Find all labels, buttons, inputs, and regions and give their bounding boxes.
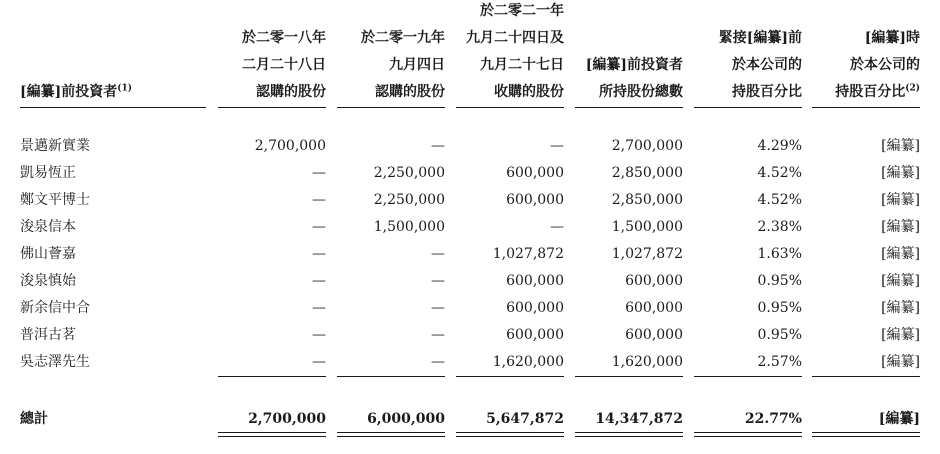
- subtotal-rule: [575, 376, 683, 377]
- header-subscribed-2018: 於二零一八年 二月二十八日 認購的股份: [218, 0, 326, 108]
- total-2018: 2,700,000: [248, 411, 326, 427]
- cell-pct-before: 4.29%: [757, 138, 802, 154]
- subtotal-rule: [218, 376, 326, 377]
- cell-subscribed-2019: 2,250,000: [373, 192, 445, 208]
- subtotal-rule: [694, 376, 802, 377]
- cell-pct-before: 2.38%: [757, 219, 802, 235]
- investor-name: 鄭文平博士: [20, 192, 90, 208]
- header-pct-before: 緊接[編纂]前 於本公司的 持股百分比: [694, 0, 802, 108]
- cell-pct-before: 0.95%: [757, 273, 802, 289]
- cell-total-shares: 2,850,000: [611, 192, 683, 208]
- investor-name: 吳志澤先生: [20, 354, 90, 370]
- header-investor-label: [編纂]前投資者: [20, 84, 118, 100]
- total-double-rule: [337, 432, 445, 437]
- cell-pct-at: [編纂]: [881, 192, 920, 208]
- investor-name: 新余信中合: [20, 300, 90, 316]
- cell-pct-at: [編纂]: [881, 165, 920, 181]
- cell-acquired-2021: 600,000: [506, 273, 564, 289]
- cell-subscribed-2019: —: [431, 354, 445, 370]
- cell-subscribed-2018: 2,700,000: [254, 138, 326, 154]
- table-row: [0, 268, 940, 295]
- investor-name: 凱易恆正: [20, 165, 76, 181]
- cell-subscribed-2019: 2,250,000: [373, 165, 445, 181]
- total-double-rule: [694, 432, 802, 437]
- cell-subscribed-2018: —: [312, 300, 326, 316]
- cell-pct-before: 4.52%: [757, 165, 802, 181]
- total-2019: 6,000,000: [367, 411, 445, 427]
- cell-acquired-2021: —: [550, 219, 564, 235]
- subtotal-rule: [812, 376, 920, 377]
- cell-acquired-2021: 600,000: [506, 165, 564, 181]
- total-double-rule: [812, 432, 920, 437]
- cell-subscribed-2019: 1,500,000: [373, 219, 445, 235]
- table-row: [0, 160, 940, 187]
- footnote-ref-2: (2): [905, 83, 920, 94]
- cell-subscribed-2018: —: [312, 354, 326, 370]
- cell-subscribed-2018: —: [312, 327, 326, 343]
- cell-total-shares: 600,000: [625, 300, 683, 316]
- cell-pct-before: 4.52%: [757, 192, 802, 208]
- cell-acquired-2021: 1,620,000: [492, 354, 564, 370]
- table-row: [0, 133, 940, 160]
- cell-total-shares: 1,620,000: [611, 354, 683, 370]
- cell-subscribed-2019: —: [431, 300, 445, 316]
- cell-subscribed-2019: —: [431, 327, 445, 343]
- table-row: [0, 322, 940, 349]
- total-double-rule: [218, 432, 326, 437]
- cell-pct-before: 0.95%: [757, 327, 802, 343]
- subtotal-rule: [456, 376, 564, 377]
- subtotal-rule: [337, 376, 445, 377]
- total-shares: 14,347,872: [595, 411, 683, 427]
- totals-row: [0, 406, 940, 433]
- cell-total-shares: 600,000: [625, 273, 683, 289]
- total-double-rule: [575, 432, 683, 437]
- cell-subscribed-2018: —: [312, 165, 326, 181]
- cell-total-shares: 600,000: [625, 327, 683, 343]
- total-2021: 5,647,872: [486, 411, 564, 427]
- header-acquired-2021: 於二零二一年 九月二十四日及 九月二十七日 收購的股份: [456, 0, 564, 108]
- cell-pct-at: [編纂]: [881, 246, 920, 262]
- cell-pct-before: 1.63%: [757, 246, 802, 262]
- total-double-rule: [456, 432, 564, 437]
- cell-acquired-2021: —: [550, 138, 564, 154]
- cell-acquired-2021: 600,000: [506, 192, 564, 208]
- cell-total-shares: 1,500,000: [611, 219, 683, 235]
- investor-name: 普洱古茗: [20, 327, 76, 343]
- total-pct-at: [編纂]: [878, 411, 920, 427]
- cell-pct-at: [編纂]: [881, 327, 920, 343]
- table-row: [0, 295, 940, 322]
- investor-name: 浚泉信本: [20, 219, 76, 235]
- cell-acquired-2021: 1,027,872: [492, 246, 564, 262]
- cell-pct-before: 2.57%: [757, 354, 802, 370]
- total-pct: 22.77%: [744, 411, 802, 427]
- table-row: [0, 349, 940, 376]
- cell-pct-at: [編纂]: [881, 354, 920, 370]
- cell-subscribed-2019: —: [431, 246, 445, 262]
- table-row: [0, 241, 940, 268]
- cell-total-shares: 2,700,000: [611, 138, 683, 154]
- cell-pct-before: 0.95%: [757, 300, 802, 316]
- totals-label: 總計: [20, 411, 48, 427]
- investor-name: 景邁新實業: [20, 138, 90, 154]
- cell-subscribed-2018: —: [312, 192, 326, 208]
- cell-subscribed-2019: —: [431, 273, 445, 289]
- cell-subscribed-2019: —: [431, 138, 445, 154]
- header-subscribed-2019: 於二零一九年 九月四日 認購的股份: [337, 0, 445, 108]
- cell-pct-at: [編纂]: [881, 273, 920, 289]
- footnote-ref-1: (1): [117, 83, 133, 94]
- cell-pct-at: [編纂]: [881, 300, 920, 316]
- table-row: [0, 214, 940, 241]
- investor-name: 佛山薈嘉: [20, 246, 76, 262]
- cell-subscribed-2018: —: [312, 273, 326, 289]
- cell-total-shares: 1,027,872: [611, 246, 683, 262]
- cell-pct-at: [編纂]: [881, 219, 920, 235]
- cell-total-shares: 2,850,000: [611, 165, 683, 181]
- table-row: [0, 187, 940, 214]
- cell-acquired-2021: 600,000: [506, 300, 564, 316]
- header-investor: [20, 0, 206, 108]
- cell-subscribed-2018: —: [312, 246, 326, 262]
- header-total-shares: [編纂]前投資者 所持股份總數: [575, 0, 683, 108]
- cell-pct-at: [編纂]: [881, 138, 920, 154]
- header-pct-at: [編纂]時 於本公司的 持股百分比$^{(2)}$: [812, 0, 920, 108]
- investor-name: 浚泉慎始: [20, 273, 76, 289]
- cell-acquired-2021: 600,000: [506, 327, 564, 343]
- cell-subscribed-2018: —: [312, 219, 326, 235]
